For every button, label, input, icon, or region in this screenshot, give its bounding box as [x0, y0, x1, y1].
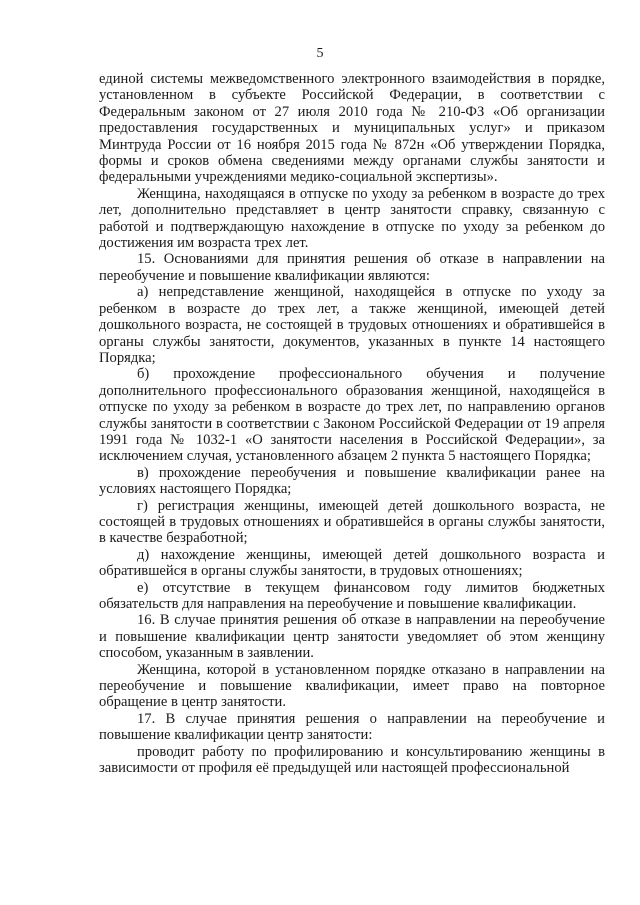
document-body — [99, 71, 605, 776]
paragraph-5: в) прохождение переобучения и повышение квалификации ранее на условиях настоящего Порядка; — [99, 464, 605, 498]
paragraph-9: 16. В случае принятия решения об отказе в направлении на переобучение и повышение квалификации центр занятости уведомляет об этом женщину способом, указанным в заявлении. — [99, 612, 605, 662]
paragraph-6: г) регистрация женщины, имеющей детей дошкольного возраста, не состоящей в трудовых отношениях и обратившейся в органы службы занятости, в качестве безработной; — [99, 497, 605, 547]
paragraph-8: е) отсутствие в текущем финансовом году лимитов бюджетных обязательств для направления на переобучение и повышение квалификации. — [99, 579, 605, 612]
paragraph-0: единой системы межведомственного электронного взаимодействия в порядке, установленном в субъекте Российской Федерации, в соответствии с Федеральным законом от 27 июля 2010 года № 210-ФЗ «Об организации предоставления государственных и муниципальных услуг» и приказом Минтруда России от 16 ноября 2015 года № 872н «Об утверждении Порядка, формы и сроков обмена сведениями между органами службы занятости и федеральными учреждениями медико-социальной экспертизы». — [99, 71, 605, 186]
paragraph-4: б) прохождение профессионального обучения и получение дополнительного профессионального образования женщиной, находящейся в отпуске по уходу за ребенком в возрасте до трех лет, по направлению органов службы занятости в соответствии с Законом Российской Федерации от 19 апреля 1991 года № 1032-1 «О занятости населения в Российской Федерации», за исключением случая, установленного абзацем 2 пункта 5 настоящего Порядка; — [99, 366, 605, 465]
paragraph-11: 17. В случае принятия решения о направлении на переобучение и повышение квалификации центр занятости: — [99, 710, 605, 744]
paragraph-12: проводит работу по профилированию и консультированию женщины в зависимости от профиля её предыдущей или настоящей профессиональной — [99, 743, 605, 777]
paragraph-3: а) непредставление женщиной, находящейся в отпуске по уходу за ребенком в возрасте до трех лет, а также женщиной, имеющей детей дошкольного возраста, не состоящей в трудовых отношениях и обратившейся в органы службы занятости, документов, указанных в пункте 14 настоящего Порядка; — [99, 284, 605, 366]
paragraph-10: Женщина, которой в установленном порядке отказано в направлении на переобучение и повышение квалификации, имеет право на повторное обращение в центр занятости. — [99, 661, 605, 711]
page-number: 5 — [316, 46, 324, 61]
paragraph-7: д) нахождение женщины, имеющей детей дошкольного возраста и обратившейся в органы службы занятости, в трудовых отношениях; — [99, 546, 605, 580]
paragraph-1: Женщина, находящаяся в отпуске по уходу за ребенком в возрасте до трех лет, дополнительно представляет в центр занятости справку, связанную с работой и подтверждающую нахождение в отпуске по уходу за ребенком до достижения им возраста трех лет. — [99, 185, 605, 252]
paragraph-2: 15. Основаниями для принятия решения об отказе в направлении на переобучение и повышение квалификации являются: — [99, 251, 605, 284]
